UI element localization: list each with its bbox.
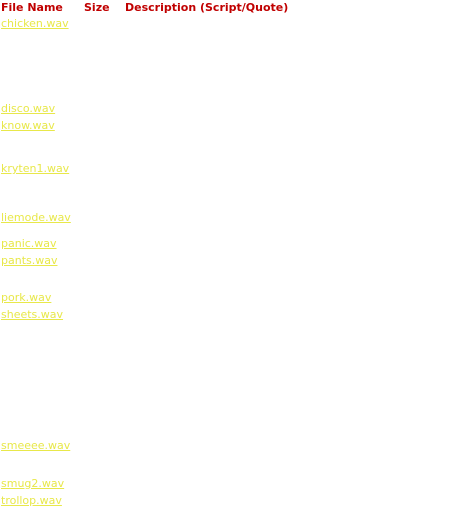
file-link-liemode[interactable]: liemode.wav (1, 211, 71, 224)
file-link-pork[interactable]: pork.wav (1, 291, 52, 304)
header-description: Description (Script/Quote) (125, 1, 289, 14)
file-link-sheets[interactable]: sheets.wav (1, 308, 64, 321)
file-link-panic[interactable]: panic.wav (1, 237, 57, 250)
header-file-name: File Name (1, 1, 63, 14)
file-link-smug2[interactable]: smug2.wav (1, 477, 65, 490)
file-link-disco[interactable]: disco.wav (1, 102, 56, 115)
file-link-smeeee[interactable]: smeeee.wav (1, 439, 71, 452)
header-size: Size (84, 1, 110, 14)
file-link-chicken[interactable]: chicken.wav (1, 17, 69, 30)
file-link-pants[interactable]: pants.wav (1, 254, 58, 267)
file-link-kryten1[interactable]: kryten1.wav (1, 162, 70, 175)
file-link-trollop[interactable]: trollop.wav (1, 494, 62, 507)
file-link-know[interactable]: know.wav (1, 119, 55, 132)
